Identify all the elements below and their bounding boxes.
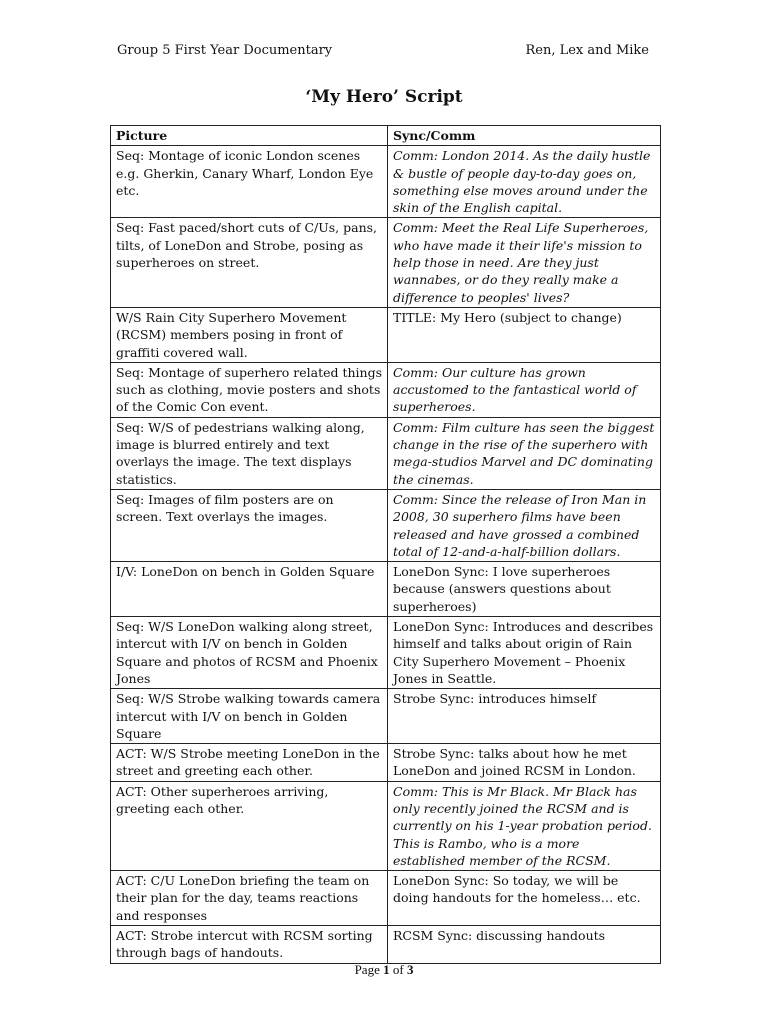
picture-cell: Seq: Images of film posters are on screen. Text overlays the images. xyxy=(111,489,388,561)
table-row xyxy=(111,781,661,870)
script-table-body xyxy=(111,146,661,963)
page-number-total: 3 xyxy=(406,962,414,977)
picture-cell: Seq: W/S of pedestrians walking along, image is blurred entirely and text overlays the image. The text displays statistics. xyxy=(111,417,388,489)
sync-comm-cell: Comm: Meet the Real Life Superheroes, who have made it their life's mission to help those in need. Are they just wannabes, or do they really make a difference to peoples' lives? xyxy=(388,218,661,307)
page-number-middle: of xyxy=(389,962,407,977)
page-number-prefix: Page xyxy=(354,962,384,977)
table-row xyxy=(111,417,661,489)
sync-comm-cell: Comm: Since the release of Iron Man in 2008, 30 superhero films have been released and have grossed a combined total of 12-and-a-half-billion dollars. xyxy=(388,489,661,561)
picture-cell: ACT: Strobe intercut with RCSM sorting through bags of handouts. xyxy=(111,926,388,964)
sync-comm-cell: Strobe Sync: talks about how he met LoneDon and joined RCSM in London. xyxy=(388,744,661,782)
table-row xyxy=(111,362,661,417)
sync-comm-cell: TITLE: My Hero (subject to change) xyxy=(388,307,661,362)
header-group-name: Group 5 First Year Documentary xyxy=(117,43,333,58)
script-table xyxy=(110,125,661,964)
table-row xyxy=(111,218,661,307)
picture-cell: Seq: W/S LoneDon walking along street, intercut with I/V on bench in Golden Square and photos of RCSM and Phoenix Jones xyxy=(111,617,388,689)
table-row xyxy=(111,926,661,964)
picture-cell: Seq: W/S Strobe walking towards camera intercut with I/V on bench in Golden Square xyxy=(111,689,388,744)
table-header-row xyxy=(111,126,661,146)
table-row xyxy=(111,562,661,617)
sync-comm-cell: Strobe Sync: introduces himself xyxy=(388,689,661,744)
table-row xyxy=(111,146,661,218)
column-header-picture: Picture xyxy=(111,126,388,146)
picture-cell: I/V: LoneDon on bench in Golden Square xyxy=(111,562,388,617)
picture-cell: ACT: W/S Strobe meeting LoneDon in the street and greeting each other. xyxy=(111,744,388,782)
sync-comm-cell: RCSM Sync: discussing handouts xyxy=(388,926,661,964)
sync-comm-cell: LoneDon Sync: So today, we will be doing handouts for the homeless… etc. xyxy=(388,871,661,926)
sync-comm-cell: Comm: Film culture has seen the biggest change in the rise of the superhero with mega-studios Marvel and DC dominating the cinemas. xyxy=(388,417,661,489)
page-number xyxy=(0,962,768,978)
table-row xyxy=(111,871,661,926)
table-row xyxy=(111,489,661,561)
table-row xyxy=(111,617,661,689)
sync-comm-cell: Comm: Our culture has grown accustomed to the fantastical world of superheroes. xyxy=(388,362,661,417)
table-row xyxy=(111,744,661,782)
sync-comm-cell: Comm: This is Mr Black. Mr Black has only recently joined the RCSM and is currently on his 1-year probation period. This is Rambo, who is a more established member of the RCSM. xyxy=(388,781,661,870)
picture-cell: Seq: Montage of iconic London scenes e.g. Gherkin, Canary Wharf, London Eye etc. xyxy=(111,146,388,218)
header-authors: Ren, Lex and Mike xyxy=(525,43,649,58)
picture-cell: Seq: Fast paced/short cuts of C/Us, pans, tilts, of LoneDon and Strobe, posing as superheroes on street. xyxy=(111,218,388,307)
picture-cell: Seq: Montage of superhero related things such as clothing, movie posters and shots of the Comic Con event. xyxy=(111,362,388,417)
picture-cell: W/S Rain City Superhero Movement (RCSM) members posing in front of graffiti covered wall. xyxy=(111,307,388,362)
table-row xyxy=(111,307,661,362)
sync-comm-cell: LoneDon Sync: I love superheroes because (answers questions about superheroes) xyxy=(388,562,661,617)
table-row xyxy=(111,689,661,744)
sync-comm-cell: Comm: London 2014. As the daily hustle & bustle of people day-to-day goes on, something else moves around under the skin of the English capital. xyxy=(388,146,661,218)
page-number-current: 1 xyxy=(383,962,390,977)
page-title: ‘My Hero’ Script xyxy=(305,87,463,107)
sync-comm-cell: LoneDon Sync: Introduces and describes himself and talks about origin of Rain City Superhero Movement – Phoenix Jones in Seattle. xyxy=(388,617,661,689)
picture-cell: ACT: C/U LoneDon briefing the team on their plan for the day, teams reactions and responses xyxy=(111,871,388,926)
picture-cell: ACT: Other superheroes arriving, greeting each other. xyxy=(111,781,388,870)
column-header-sync-comm: Sync/Comm xyxy=(388,126,661,146)
